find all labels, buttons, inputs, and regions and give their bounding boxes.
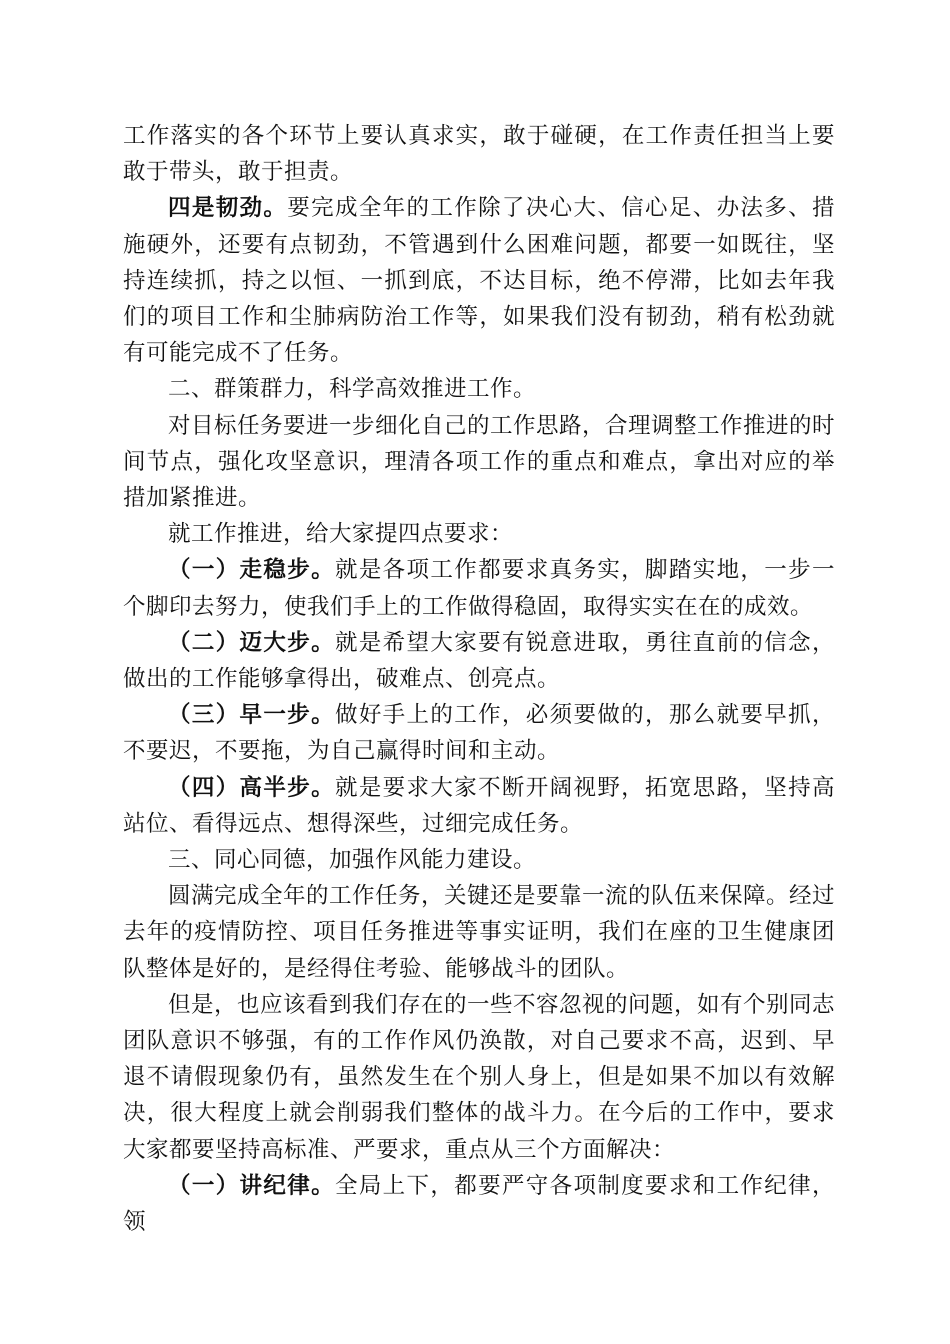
discipline-item-1-text: 全局上下，都要严守各项制度要求和工作纪律，领 — [123, 1172, 835, 1236]
requirement-1-text: 就是各项工作都要求真务实，脚踏实地，一步一个脚印去努力，使我们手上的工作做得稳固，取得实实在在的成效。 — [123, 557, 835, 620]
paragraph-2-lead: 四是韧劲。 — [168, 195, 288, 222]
paragraph-5 — [123, 516, 835, 552]
paragraph-12-text: 但是，也应该看到我们存在的一些不容忽视的问题，如有个别同志团队意识不够强，有的工作作风仍涣散，对自己要求不高，迟到、早退不请假现象仍有，虽然发生在个别人身上，但是如果不加以有效解决，很大程度上就会削弱我们整体的战斗力。在今后的工作中，要求大家都要坚持高标准、严要求，重点从三个方面解决： — [123, 991, 836, 1163]
requirement-2-text: 就是希望大家要有锐意进取，勇往直前的信念，做出的工作能够拿得出，破难点、创亮点。 — [123, 629, 835, 693]
requirement-4-lead: （四）高半步。 — [168, 774, 335, 801]
requirement-2-lead: （二）迈大步。 — [168, 629, 335, 656]
section-heading-3 — [123, 842, 835, 878]
discipline-item-1-lead: （一）讲纪律。 — [168, 1172, 335, 1199]
requirement-3 — [123, 697, 835, 769]
paragraph-2 — [123, 190, 835, 371]
requirement-3-lead: （三）早一步。 — [168, 702, 335, 729]
section-heading-2-text: 二、群策群力，科学高效推进工作。 — [168, 376, 537, 403]
section-heading-2 — [123, 371, 835, 407]
requirement-4-text: 就是要求大家不断开阔视野，拓宽思路，坚持高站位、看得远点、想得深些，过细完成任务。 — [123, 774, 835, 837]
paragraph-11-text: 圆满完成全年的工作任务，关键还是要靠一流的队伍来保障。经过去年的疫情防控、项目任务推进等事实证明，我们在座的卫生健康团队整体是好的，是经得住考验、能够战斗的团队。 — [123, 883, 836, 982]
requirement-1-lead: （一）走稳步。 — [168, 557, 335, 584]
paragraph-4 — [123, 408, 835, 517]
paragraph-1 — [123, 118, 835, 190]
requirement-3-text: 做好手上的工作，必须要做的，那么就要早抓，不要迟，不要拖，为自己赢得时间和主动。 — [123, 702, 835, 765]
document-body — [123, 118, 835, 1240]
paragraph-12 — [123, 987, 835, 1168]
requirement-4 — [123, 770, 835, 842]
requirement-1 — [123, 552, 835, 624]
paragraph-4-text: 对目标任务要进一步细化自己的工作思路，合理调整工作推进的时间节点，强化攻坚意识，理清各项工作的重点和难点，拿出对应的举措加紧推进。 — [123, 412, 836, 512]
paragraph-2-text: 要完成全年的工作除了决心大、信心足、办法多、措施硬外，还要有点韧劲，不管遇到什么困难问题，都要一如既往，坚持连续抓，持之以恒、一抓到底，不达目标，绝不停滞，比如去年我们的项目工作和尘肺病防治工作等，如果我们没有韧劲，稍有松劲就有可能完成不了任务。 — [123, 195, 835, 367]
paragraph-5-text: 就工作推进，给大家提四点要求： — [168, 521, 514, 548]
section-heading-3-text: 三、同心同德，加强作风能力建设。 — [168, 847, 537, 874]
discipline-item-1 — [123, 1168, 835, 1240]
paragraph-11 — [123, 878, 835, 987]
requirement-2 — [123, 625, 835, 697]
paragraph-1-text: 工作落实的各个环节上要认真求实，敢于碰硬，在工作责任担当上要敢于带头，敢于担责。 — [123, 123, 835, 186]
